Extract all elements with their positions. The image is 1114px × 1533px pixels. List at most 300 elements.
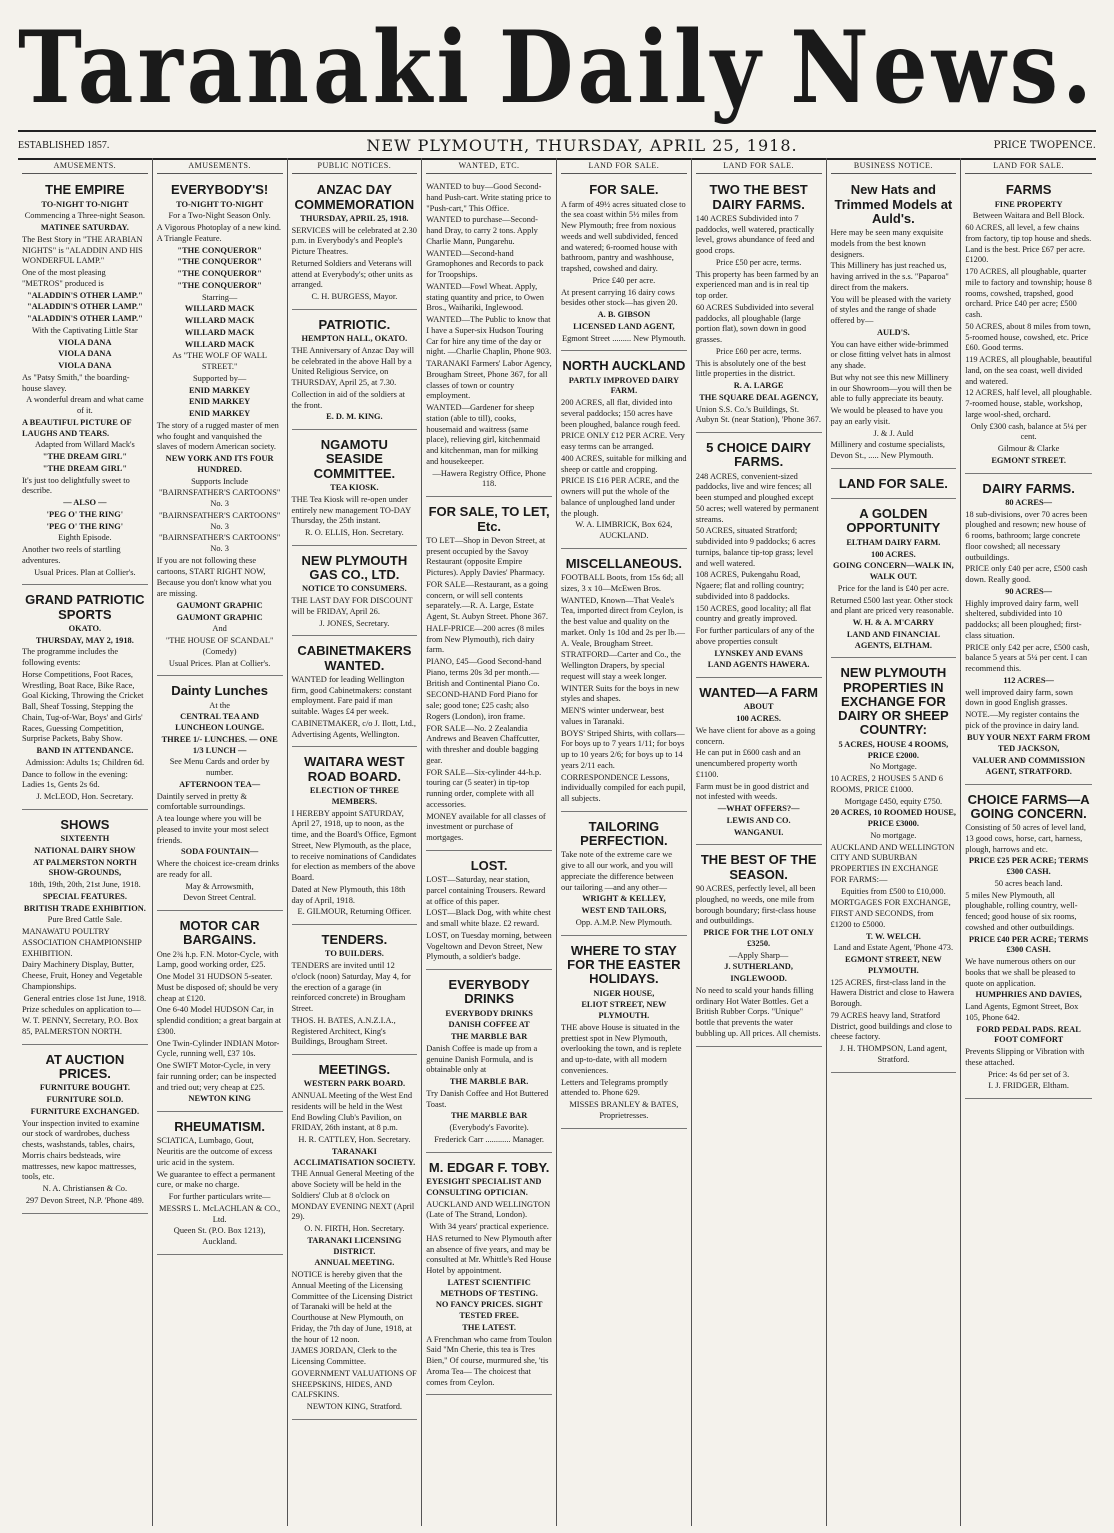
ad-line: MISSES BRANLEY & BATES, Proprietresses. xyxy=(569,1100,679,1120)
ad-line: N. A. Christiansen & Co. xyxy=(42,1184,128,1194)
column-1 xyxy=(18,158,153,1526)
ad-line: VIOLA DANA xyxy=(58,349,112,359)
ad-line: Adapted from Willard Mack's xyxy=(34,440,135,450)
ad-title: WHERE TO STAY FOR THE EASTER HOLIDAYS. xyxy=(567,942,681,987)
advertisement xyxy=(561,552,687,812)
ad-line: AUCKLAND AND WELLINGTON (Late of The Strand, London). xyxy=(426,1199,551,1220)
ad-line: Admission: Adults 1s; Children 6d. xyxy=(25,757,145,767)
ad-line: ANNUAL Meeting of the West End residents will be held in the West End Bowling Club's Pavilion, on FRIDAY, 26th instant, at 8 p.m. xyxy=(291,1091,413,1133)
ad-line: DANISH COFFEE AT xyxy=(448,1020,530,1030)
ad-line: For further particulars of any of the above properties consult xyxy=(695,626,815,646)
ad-line: SECOND-HAND Ford Piano for sale; good tone; £25 cash; also Rogers (London), iron frame. xyxy=(426,690,538,721)
ad-line: A tea lounge where you will be pleased to invite your most select friends. xyxy=(156,814,269,845)
ad-line: 50 acres beach land. xyxy=(994,878,1063,888)
advertisement xyxy=(426,500,552,851)
advertisement xyxy=(292,750,418,925)
advertisement xyxy=(292,433,418,546)
ad-line: 5 miles New Plymouth, all ploughable, rolling country, well-fenced; good house of six rooms, cowshed and other outbuildings. xyxy=(965,890,1078,932)
ad-line: FURNITURE EXCHANGED. xyxy=(30,1106,140,1116)
ad-line: LATEST SCIENTIFIC METHODS OF TESTING. xyxy=(440,1277,538,1298)
masthead xyxy=(18,8,1096,127)
ad-line: Supported by— xyxy=(192,373,247,383)
ad-line: VALUER AND COMMISSION AGENT, STRATFORD. xyxy=(972,756,1086,776)
ad-line: THE MARBLE BAR xyxy=(450,1111,528,1121)
ad-line: J. SUTHERLAND, xyxy=(724,962,793,972)
ad-title: MOTOR CAR BARGAINS. xyxy=(179,918,260,948)
advertisement xyxy=(561,354,687,549)
ad-line: THE MARBLE BAR xyxy=(450,1032,528,1042)
ad-line: WANTED for leading Wellington firm, good Cabinetmakers: constant employment. Fare paid if man suitable. Wages £4 per week. xyxy=(291,674,412,717)
ad-title: WAITARA WEST ROAD BOARD. xyxy=(304,754,405,784)
ad-line: BRITISH TRADE EXHIBITION. xyxy=(23,903,146,913)
ad-line: MATINEE SATURDAY. xyxy=(40,223,129,233)
ad-line: You can have either wide-brimmed or close fitting velvet hats in almost any shade. xyxy=(830,339,951,371)
ad-line: LAND AGENTS HAWERA. xyxy=(707,660,810,670)
advertisement xyxy=(426,1156,552,1396)
ad-line: THE MARBLE BAR. xyxy=(449,1077,529,1087)
ad-line: THE above House is situated in the prettiest spot in New Plymouth, overlooking the town, and is replete and up-to-date, with all modern conveniences. xyxy=(561,1022,682,1075)
ad-line: CENTRAL TEA AND LUNCHEON LOUNGE. xyxy=(175,712,265,733)
ad-line: 60 ACRES Subdivided into several paddocks, all ploughable (large portion flat), sown down in good grasses. xyxy=(695,302,814,345)
ad-line: Pure Bred Cattle Sale. xyxy=(47,915,123,925)
ad-line: SERVICES will be celebrated at 2.30 p.m. in Everybody's and People's Picture Theatres. xyxy=(291,225,417,257)
ad-line: We have numerous others on our books that we shall be pleased to quote on application. xyxy=(965,957,1076,988)
column-6 xyxy=(692,158,827,1526)
place-date: NEW PLYMOUTH, THURSDAY, APRIL 25, 1918. xyxy=(366,135,798,155)
column-4 xyxy=(422,158,557,1526)
masthead-word-2: Daily xyxy=(498,9,765,127)
ad-line: LOST—Saturday, near station, parcel containing Trousers. Reward at office of this paper. xyxy=(426,875,546,906)
ad-line: One Twin-Cylinder INDIAN Motor-Cycle, running well, £37 10s. xyxy=(156,1038,280,1059)
advertisement xyxy=(831,178,957,469)
ad-line: Collection in aid of the soldiers at the front. xyxy=(291,389,406,410)
ad-line: 108 ACRES, Pukengahu Road, Ngaere; flat and rolling country; subdivided into 8 paddocks. xyxy=(695,570,805,601)
ad-line: 12 ACRES, half level, all ploughable. 7-roomed house, stable, workshop, large wool-shed, orchard. xyxy=(965,388,1092,419)
ad-line: TARANAKI ACCLIMATISATION SOCIETY. xyxy=(293,1146,416,1167)
ad-line: Egmont Street ......... New Plymouth. xyxy=(561,333,686,343)
ad-line: No need to scald your hands filling ordinary Hot Water Bottles. Get a British Rubber Corps. "Unique" bottle that prevents the water bubbling up. All prices. All chemists. xyxy=(695,985,821,1038)
ad-line: TENDERS are invited until 12 o'clock (noon) Saturday, May 4, for the erection of a garage (in reinforced concrete) in Brougham Street. xyxy=(291,961,411,1014)
ad-line: PRICE £25 PER ACRE; TERMS £300 CASH. xyxy=(968,856,1089,877)
ad-line: He can put in £600 cash and an unencumbered property worth £1100. xyxy=(695,748,801,779)
ad-line: H. R. CATTLEY, Hon. Secretary. xyxy=(298,1135,411,1145)
ad-line: 50 ACRES, situated Stratford; subdivided into 9 paddocks; 6 acres turnips, balance tip-top grass; level and well watered. xyxy=(695,526,816,568)
advertisement xyxy=(965,788,1092,1100)
ad-line: Returned £500 last year. Other stock and plant are priced very reasonable. xyxy=(830,595,954,616)
ad-line: O. N. FIRTH, Hon. Secretary. xyxy=(304,1224,405,1234)
ad-title: THE BEST OF THE SEASON. xyxy=(700,852,817,882)
ad-line: Supports Include xyxy=(191,476,249,486)
ad-line: 5 ACRES, HOUSE 4 ROOMS, PRICE £2000. xyxy=(838,739,949,760)
ad-line: PRICE IS £16 PER ACRE, and the owners will put the whole of the balance of unploughed land under the plough. xyxy=(561,476,679,518)
ad-line: 100 ACRES. xyxy=(736,714,781,724)
ad-line: 10 ACRES, 2 HOUSES 5 AND 6 ROOMS, PRICE £1000. xyxy=(830,774,943,794)
ad-line: — ALSO — xyxy=(63,498,107,508)
ad-title: TAILORING PERFECTION. xyxy=(580,818,668,849)
ad-line: And xyxy=(212,624,227,634)
ad-line: Returned Soldiers and Veterans will attend at Everybody's; other units as arranged. xyxy=(291,258,413,290)
ad-line: NEWTON KING xyxy=(188,1094,251,1104)
ad-line: "THE CONQUEROR" xyxy=(177,269,262,279)
ad-line: TARANAKI LICENSING DISTRICT. xyxy=(307,1235,402,1256)
ad-line: WINTER Suits for the boys in new styles and shapes. xyxy=(561,683,680,704)
ad-line: 248 ACRES, convenient-sized paddocks, live and wire fences; all been stumped and ploughed except 50 acres; well watered by permanent streams. xyxy=(695,471,819,524)
advertisement xyxy=(561,178,687,351)
ad-title: PATRIOTIC. xyxy=(318,316,391,332)
ad-line: As "THE WOLF OF WALL STREET." xyxy=(172,351,267,372)
ad-line: Eighth Episode. xyxy=(58,533,112,543)
ad-line: NOTE.—My register contains the pick of the province in dairy land. xyxy=(965,710,1080,730)
ad-line: THE SQUARE DEAL AGENCY, xyxy=(699,392,819,402)
ad-title: NEW PLYMOUTH GAS CO., LTD. xyxy=(301,552,408,583)
ad-title: Dainty Lunches xyxy=(171,683,269,699)
ad-line: LEWIS AND CO. xyxy=(726,815,791,825)
ad-line: 90 ACRES— xyxy=(1005,586,1053,596)
ad-title: A GOLDEN OPPORTUNITY xyxy=(846,506,941,536)
ad-line: 112 ACRES— xyxy=(1003,675,1054,685)
ad-line: If you are not following these cartoons, START RIGHT NOW, xyxy=(156,555,266,576)
ad-line: PRICE £40 PER ACRE; TERMS £300 CASH. xyxy=(968,934,1089,955)
ad-title: WANTED—A FARM xyxy=(699,685,818,701)
advertisement xyxy=(965,178,1092,473)
ad-line: Price: 4s 6d per set of 3. xyxy=(988,1069,1070,1079)
ad-title: New Hats and Trimmed Models at Auld's. xyxy=(834,182,953,226)
ad-line: You will be pleased with the variety of styles and the range of shade offered by— xyxy=(830,294,952,326)
column-header: AMUSEMENTS. xyxy=(157,158,283,174)
ad-line: WANGANUI. xyxy=(733,827,784,837)
ad-line: GAUMONT GRAPHIC xyxy=(176,612,263,622)
ad-line: A wonderful dream and what came of it. xyxy=(26,395,144,416)
ad-line: Horse Competitions, Foot Races, Wrestling, Boat Race, Bike Race, Goal Kicking, Throwing the Cricket Ball, Sheaf Tossing, Stepping the Chain, Tug-of-War, Boys' and Girls' Races, Guessing Competition, Surprise Packets, Baby Show. xyxy=(22,669,144,744)
ad-line: WILLARD MACK xyxy=(184,304,255,314)
advertisement xyxy=(292,549,418,637)
ad-line: WANTED, Known—That Veale's Tea, imported direct from Ceylon, is the best value and quality on the market. Only 1s 10d and 2s per lb.—A. Veale, Brougham Street. xyxy=(561,595,685,648)
ad-line: "ALADDIN'S OTHER LAMP." xyxy=(26,314,143,324)
ad-line: NOTICE TO CONSUMERS. xyxy=(302,584,407,594)
ad-line: C. H. BURGESS, Mayor. xyxy=(311,292,398,302)
ad-line: SCIATICA, Lumbago, Gout, Neuritis are the outcome of excess uric acid in the system. xyxy=(156,1136,273,1167)
ad-line: FURNITURE BOUGHT. xyxy=(39,1083,130,1093)
ad-line: THOS. H. BATES, A.N.Z.I.A., Registered Architect, King's Buildings, Brougham Street. xyxy=(291,1015,396,1047)
ad-line: J. JONES, Secretary. xyxy=(319,618,390,628)
ad-title: FARMS xyxy=(1005,182,1052,198)
ad-line: The story of a rugged master of men who fought and vanquished the slaves of modern American society. xyxy=(156,420,279,452)
ad-line: One SWIFT Motor-Cycle, in very fair running order; can be inspected and tried out; very cheap at £25. xyxy=(156,1061,277,1092)
ad-line: Prevents Slipping or Vibration with these attached. xyxy=(965,1047,1085,1067)
ad-line: LYNSKEY AND EVANS xyxy=(714,648,803,658)
advertisement xyxy=(696,848,822,1046)
ad-line: GOING CONCERN—WALK IN, WALK OUT. xyxy=(833,561,954,582)
price-label: PRICE TWOPENCE. xyxy=(993,139,1096,151)
ad-line: Millinery and costume specialists, Devon St., ..... New Plymouth. xyxy=(830,440,945,461)
ad-line: Mortgage £450, equity £750. xyxy=(844,796,943,806)
ad-line: Because you don't know what you are missing. xyxy=(156,578,272,599)
ad-line: WANTED to buy—Good Second-hand Push-cart. Write stating price to "Push-cart," This Office. xyxy=(426,182,551,213)
ad-line: MEN'S winter underwear, best values in Taranaki. xyxy=(561,706,665,726)
ad-title: EVERYBODY'S! xyxy=(171,182,269,198)
ad-line: ANNUAL MEETING. xyxy=(314,1258,395,1268)
ad-line: This Millinery has just reached us, having arrived in the s.s. "Paparoa" direct from the makers. xyxy=(830,261,949,292)
ad-line: No mortgage. xyxy=(870,830,917,840)
ad-line: ENID MARKEY xyxy=(189,409,251,419)
ad-line: Dairy Machinery Display, Butter, Cheese, Fruit, Honey and Vegetable Championships. xyxy=(22,960,143,991)
ad-line: 119 ACRES, all ploughable, beautiful land, on the sea coast, well divided and watered. xyxy=(965,355,1092,386)
ad-line: It's just too delightfully sweet to describe. xyxy=(22,475,130,496)
ad-line: For further particulars write— xyxy=(168,1192,271,1202)
ad-line: A farm of 49½ acres situated close to the sea coast within 5½ miles from New Plymouth; free from noxious weeds and well subdivided, fenced and watered; 6-roomed house with bathroom, pantry and washhouse, trapshed, cowshed and dairy. xyxy=(561,199,686,274)
ad-line: EVERYBODY DRINKS xyxy=(445,1008,533,1018)
ad-title: CABINETMAKERS WANTED. xyxy=(297,643,412,673)
ad-line: VIOLA DANA xyxy=(58,337,112,347)
ad-line: "BAIRNSFATHER'S CARTOONS" No. 3 xyxy=(158,488,281,509)
ad-line: NEW YORK AND ITS FOUR HUNDRED. xyxy=(165,454,274,474)
ad-line: AFTERNOON TEA— xyxy=(179,779,261,789)
column-header: BUSINESS NOTICE. xyxy=(831,158,957,174)
advertisement xyxy=(22,813,148,1045)
ad-line: ENID MARKEY xyxy=(189,397,251,407)
ad-line: ENID MARKEY xyxy=(189,385,251,395)
ad-line: BUY YOUR NEXT FARM FROM xyxy=(966,732,1091,742)
advertisement xyxy=(561,815,687,936)
established-label: ESTABLISHED 1857. xyxy=(18,139,110,151)
ad-line: 150 ACRES, good locality; all flat country and greatly improved. xyxy=(695,603,812,624)
ad-title: M. EDGAR F. TOBY. xyxy=(428,1159,550,1175)
ad-line: "THE HOUSE OF SCANDAL" (Comedy) xyxy=(165,636,274,656)
ad-line: 125 ACRES, first-class land in the Hawera District and close to Hawera Borough. xyxy=(830,977,954,1008)
ad-line: Usual Prices. Plan at Collier's. xyxy=(168,658,271,668)
ad-line: Devon Street Central. xyxy=(183,893,257,903)
ad-line: JAMES JORDAN, Clerk to the Licensing Committee. xyxy=(291,1346,397,1367)
ad-line: 80 ACRES— xyxy=(1005,497,1053,507)
ad-line: 170 ACRES, all ploughable, quarter mile to factory and township; house 8 rooms, cowshed, trapshed, good orchard. Price £40 per acre; £500 cash. xyxy=(965,267,1092,320)
ad-line: NOTICE is hereby given that the Annual Meeting of the Licensing Committee of the Licensing District of Taranaki will be held at the Courthouse at New Plymouth, on Friday, the 7th day of June, 1918, at the hour of 12 noon. xyxy=(291,1270,413,1344)
ad-line: EYESIGHT SPECIALIST AND CONSULTING OPTICIAN. xyxy=(426,1177,542,1197)
ad-line: HEMPTON HALL, OKATO. xyxy=(301,334,408,344)
advertisement xyxy=(22,588,148,810)
ad-line: PRICE FOR THE LOT ONLY £3250. xyxy=(703,928,814,948)
ad-line: Try Danish Coffee and Hot Buttered Toast. xyxy=(426,1088,549,1109)
ad-title: 5 CHOICE DAIRY FARMS. xyxy=(706,440,812,470)
ad-line: "THE DREAM GIRL" xyxy=(42,463,127,473)
ad-line: At present carrying 16 dairy cows besides other stock—has given 20. xyxy=(561,287,678,308)
ad-line: Only £300 cash, balance at 5¼ per cent. xyxy=(970,421,1087,442)
ad-line: THREE 1/- LUNCHES. — ONE 1/3 LUNCH — xyxy=(161,734,278,755)
advertisement xyxy=(22,1048,148,1214)
ad-line: FORD PEDAL PADS. REAL FOOT COMFORT xyxy=(976,1024,1081,1045)
ad-line: 297 Devon Street, N.P. 'Phone 489. xyxy=(25,1195,144,1205)
ad-line: "ALADDIN'S OTHER LAMP." xyxy=(26,290,143,300)
ad-line: Dated at New Plymouth, this 18th day of April, 1918. xyxy=(291,884,406,905)
ad-line: Where the choicest ice-cream drinks are ready for all. xyxy=(156,859,280,879)
ad-line: Another two reels of startling adventures. xyxy=(22,545,121,565)
ad-line: A Vigorous Photoplay of a new kind. A Triangle Feature. xyxy=(156,223,282,243)
ad-line: Take note of the extreme care we give to all our work, and you will appreciate the difference between our tailoring —and any other— xyxy=(561,850,674,892)
ad-title: ANZAC DAY COMMEMORATION xyxy=(294,182,415,212)
ad-line: "THE CONQUEROR" xyxy=(177,245,262,255)
ad-line: One 6-40 Model HUDSON Car, in splendid condition; a great bargain at £300. xyxy=(156,1005,282,1036)
ad-line: R. A. LARGE xyxy=(733,381,784,391)
ad-line: NATIONAL DAIRY SHOW xyxy=(34,845,136,855)
ad-line: —Hawera Registry Office, Phone 118. xyxy=(432,468,546,489)
ad-line: We guarantee to effect a permanent cure, or make no charge. xyxy=(156,1169,276,1190)
ad-line: TED JACKSON, xyxy=(997,744,1060,754)
ad-line: 60 ACRES, all level, a few chains from factory, tip top house and sheds. Land is the best. Price £67 per acre. £1200. xyxy=(965,223,1092,265)
ad-line: TO BUILDERS. xyxy=(324,949,384,959)
ad-title: TWO THE BEST DAIRY FARMS. xyxy=(709,182,808,212)
ad-line: 90 ACRES, perfectly level, all been ploughed, no weeds, one mile from borough boundary; first-class house and outbuildings. xyxy=(695,884,817,926)
ad-line: SIXTEENTH xyxy=(60,834,110,844)
advertisement xyxy=(157,679,283,911)
ad-line: INGLEWOOD. xyxy=(730,974,787,984)
ad-line: Danish Coffee is made up from a genuine Danish Formula, and is obtainable only at xyxy=(426,1043,538,1075)
ad-line: CABINETMAKER, c/o J. Ilott, Ltd., Advertising Agents, Wellington. xyxy=(291,718,416,739)
ad-line: WANTED—The Public to know that I have a Super-six Hudson Touring Car for hire any time of the day or night. —Charlie Chaplin, Phone 903. xyxy=(426,315,552,357)
ad-line: Gilmour & Clarke xyxy=(997,444,1060,454)
ad-line: 18th, 19th, 20th, 21st June, 1918. xyxy=(29,880,141,890)
ad-line: Land Agents, Egmont Street, Box 105, Phone 642. xyxy=(965,1002,1079,1022)
column-header: PUBLIC NOTICES. xyxy=(292,158,418,174)
ad-line: CORRESPONDENCE Lessons, individually compiled for each pupil, all subjects. xyxy=(561,772,686,804)
ad-line: One of the most pleasing "METROS" produced is xyxy=(22,268,106,288)
ad-line: No Mortgage. xyxy=(869,762,917,772)
ad-line: Letters and Telegrams promptly attended to. Phone 629. xyxy=(561,1077,668,1098)
ad-line: OKATO. xyxy=(68,623,102,633)
masthead-word-3: News. xyxy=(790,9,1096,127)
ad-title: NORTH AUCKLAND xyxy=(562,358,686,374)
ad-line: The programme includes the following events: xyxy=(22,647,119,668)
ad-line: 400 ACRES, suitable for milking and sheep or cattle and cropping. xyxy=(561,453,687,474)
dateline xyxy=(18,130,1096,160)
ad-line: BOYS' Striped Shirts, with collars—For boys up to 7 years 1/11; for boys up to 10 years 2/6; for boys up to 14 years 2/11 each. xyxy=(561,728,685,770)
column-3 xyxy=(288,158,423,1526)
ad-line: Dance to follow in the evening: Ladies 1s, Gents 2s 6d. xyxy=(22,769,128,790)
ad-line: J. & J. Auld xyxy=(873,428,914,438)
ad-line: A Frenchman who came from Toulon Said "Mn Cherie, this tea is Tres Bien," Of course, murmured she, 'tis Aroma Tea— The choicest that comes from Ceylon. xyxy=(426,1334,552,1387)
ad-line: Price £50 per acre, terms. xyxy=(715,257,802,267)
ad-line: T. W. WELCH. xyxy=(865,931,921,941)
advertisement xyxy=(426,854,552,970)
ad-line: A. B. GIBSON xyxy=(597,310,651,320)
ad-line: Usual Prices. Plan at Collier's. xyxy=(34,567,136,577)
ad-line: FURNITURE SOLD. xyxy=(46,1095,124,1105)
ad-line: Daintily served in pretty & comfortable surroundings. xyxy=(156,791,247,812)
ad-title: EVERYBODY DRINKS xyxy=(448,977,530,1007)
ad-line: MESSRS L. McLACHLAN & CO., Ltd. xyxy=(159,1203,281,1224)
ad-line: 18 sub-divisions, over 70 acres been ploughed and resown; new house of 6 rooms, bathroom; large concrete floor cowshed; all necessary outbuildings. xyxy=(965,509,1088,562)
ad-line: PIANO, £45—Good Second-hand Piano, terms 20s 3d per month.—British and Continental Piano Co. xyxy=(426,657,542,688)
ad-line: TO LET—Shop in Devon Street, at present occupied by the Savoy Restaurant (opposite Empire Pictures). Apply Davies' Pharmacy. xyxy=(426,535,546,578)
advertisement xyxy=(696,178,822,433)
ad-line: "BAIRNSFATHER'S CARTOONS" No. 3 xyxy=(158,533,281,554)
advertisement xyxy=(831,661,957,1072)
ad-line: LAND AND FINANCIAL AGENTS, ELTHAM. xyxy=(846,629,940,650)
ad-title: AT AUCTION PRICES. xyxy=(45,1051,125,1081)
ad-line: FOR SALE—Six-cylinder 44-h.p. touring car (5 seater) in tip-top running order, complete with all accessories. xyxy=(426,767,542,809)
ad-line: THURSDAY, MAY 2, 1918. xyxy=(35,635,134,645)
ad-line: Opp. A.M.P. New Plymouth. xyxy=(575,917,673,927)
ad-line: I. J. FRIDGER, Eltham. xyxy=(988,1081,1069,1091)
ad-line: J. H. THOMPSON, Land agent, Stratford. xyxy=(839,1044,948,1064)
advertisement xyxy=(696,681,822,845)
ad-line: THE Tea Kiosk will re-open under entirely new management TO-DAY Thursday, the 25th instant. xyxy=(291,494,411,526)
ad-line: As "Patsy Smith," the boarding-house slavey. xyxy=(22,372,130,393)
ad-line: THE Annual General Meeting of the above Society will be held in the Soldiers' Club at 8 o'clock on MONDAY EVENING NEXT (April 29). xyxy=(291,1169,415,1222)
ad-line: SPECIAL FEATURES. xyxy=(42,891,127,901)
advertisement xyxy=(831,472,957,499)
ad-line: A BEAUTIFUL PICTURE OF LAUGHS AND TEARS. xyxy=(22,417,132,438)
ad-title: NEW PLYMOUTH PROPERTIES IN EXCHANGE FOR DAIRY OR SHEEP COUNTRY: xyxy=(838,665,949,738)
advertisement xyxy=(22,178,148,585)
ad-line: FOOTBALL Boots, from 15s 6d; all sizes, 3 x 10—McEwen Bros. xyxy=(561,573,684,593)
ad-line: WRIGHT & KELLEY, xyxy=(582,894,666,904)
ad-line: MANAWATU POULTRY ASSOCIATION CHAMPIONSHIP EXHIBITION. xyxy=(22,927,142,958)
ad-line: Here may be seen many exquisite models from the best known designers. xyxy=(830,228,944,259)
ad-line: This property has been farmed by an experienced man and is in real tip top order. xyxy=(695,269,819,301)
ad-line: VIOLA DANA xyxy=(58,361,112,371)
ad-line: NIGER HOUSE, xyxy=(593,988,655,998)
ad-line: EGMONT STREET. xyxy=(991,455,1066,465)
ad-line: Starring— xyxy=(201,292,238,302)
ad-line: 'PEG O' THE RING' xyxy=(46,509,124,519)
ad-line: E. GILMOUR, Returning Officer. xyxy=(297,907,412,917)
ad-line: WILLARD MACK xyxy=(184,327,255,337)
ad-line: We would be pleased to have you pay an early visit. xyxy=(830,406,943,426)
ad-title: DAIRY FARMS. xyxy=(982,480,1075,496)
ad-line: LOST—Black Dog, with white chest and small white blaze. £2 reward. xyxy=(426,908,551,929)
ad-line: LICENSED LAND AGENT, xyxy=(573,321,675,331)
ad-line: One Model 31 HUDSON 5-seater. Must be disposed of; should be very cheap at £120. xyxy=(156,972,279,1003)
ad-line: WANTED—Second-hand Gramophones and Records to pack for Troopships. xyxy=(426,248,544,280)
ad-title: LAND FOR SALE. xyxy=(838,475,948,491)
ad-line: STRATFORD—Carter and Co., the Wellington Drapers, by special request will stay a week longer. xyxy=(561,650,681,681)
ad-line: At the xyxy=(209,700,230,710)
ad-line: General entries close 1st June, 1918. xyxy=(23,993,147,1003)
ad-title: CHOICE FARMS—A GOING CONCERN. xyxy=(967,791,1090,821)
ad-line: HALF-PRICE—200 acres (8 miles from New Plymouth), rich dairy farm. xyxy=(426,623,545,655)
ad-line: WILLARD MACK xyxy=(184,316,255,326)
ad-line: May & Arrowsmith, xyxy=(185,881,254,891)
ad-line: One 2¾ h.p. F.N. Motor-Cycle, with Lamp, good working order, £25. xyxy=(156,949,279,970)
ad-line: W. A. LIMBRICK, Box 624, AUCKLAND. xyxy=(575,520,673,541)
ad-line: —WHAT OFFERS?— xyxy=(717,804,800,814)
ad-title: GRAND PATRIOTIC SPORTS xyxy=(25,592,145,622)
ad-line: See Menu Cards and order by number. xyxy=(169,757,270,778)
advertisement xyxy=(292,178,418,310)
ad-line: But why not see this new Millinery in our Showroom—you will then be able to fully appreciate its beauty. xyxy=(830,372,952,404)
ad-line: With the Captivating Little Star xyxy=(32,325,138,335)
ad-line: Land and Estate Agent, 'Phone 473. xyxy=(833,943,954,953)
ad-title: FOR SALE. xyxy=(589,182,659,198)
ad-line: SODA FOUNTAIN— xyxy=(180,847,259,857)
ad-line: Equities from £500 to £10,000. xyxy=(841,886,946,896)
ad-line: 200 ACRES, all flat, divided into several paddocks; 150 acres have been ploughed, balance rough feed. xyxy=(561,398,681,429)
ad-title: TENDERS. xyxy=(321,932,388,948)
ad-line: Queen St. (P.O. Box 1213), Auckland. xyxy=(173,1226,266,1247)
ad-line: (Everybody's Favorite). xyxy=(449,1123,529,1133)
ad-line: TO-NIGHT TO-NIGHT xyxy=(41,199,129,209)
ad-line: Commencing a Three-night Season. xyxy=(24,211,146,221)
ad-line: THE LAST DAY FOR DISCOUNT will be FRIDAY, April 26. xyxy=(291,596,413,616)
column-header: LAND FOR SALE. xyxy=(561,158,687,174)
ad-line: Your inspection invited to examine our stock of wardrobes, duchess chests, washstands, tables, chairs, Morris chairs bedsteads, wire mattresses, new kapoc mattresses, tools, etc. xyxy=(22,1118,140,1182)
ad-line: FOR SALE—Restaurant, as a going concern, or will sell contents separately.—R. A. Large, Estate Agent, St. Aubyn Street. Phone 367. xyxy=(426,579,548,622)
ad-line: WEST END TAILORS, xyxy=(581,906,667,916)
ad-line: WESTERN PARK BOARD. xyxy=(303,1079,406,1089)
ad-line: TARANAKI Farmers' Labor Agency, Brougham Street, Phone 367, for all classes of town or country employment. xyxy=(426,359,552,401)
masthead-word-1: Taranaki xyxy=(18,9,474,127)
ad-line: Price £60 per acre, terms. xyxy=(715,346,802,356)
ad-line: Price £40 per acre. xyxy=(592,275,656,285)
